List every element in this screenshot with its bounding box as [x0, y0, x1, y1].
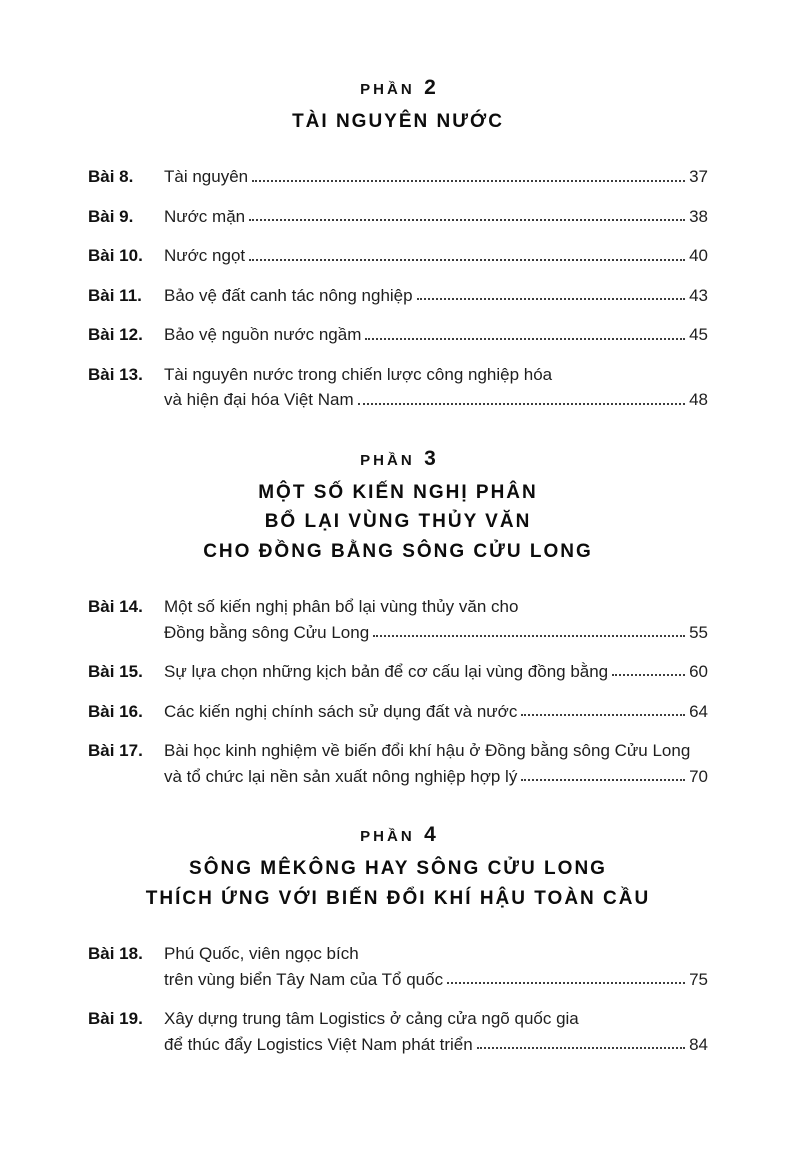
- toc-entry-label: Bài 15.: [88, 662, 143, 682]
- part-number: 3: [424, 446, 436, 470]
- section-title-line: SÔNG MÊKÔNG HAY SÔNG CỬU LONG: [189, 858, 607, 880]
- toc-entry-page: 38: [689, 206, 708, 226]
- toc-entry-title-line: Phú Quốc, viên ngọc bích: [164, 944, 359, 964]
- toc-entry-label: Bài 13.: [88, 364, 143, 384]
- toc-entry-label: Bài 16.: [88, 701, 143, 721]
- toc-entry-title-line: và hiện đại hóa Việt Nam: [164, 390, 354, 410]
- toc-entry-body: [164, 204, 708, 230]
- section-title: [88, 854, 708, 913]
- toc-entry-body: [164, 243, 708, 269]
- section-part-label: [88, 823, 708, 847]
- toc-entry-title-line: và tổ chức lại nền sản xuất nông nghiệp hợp lý: [164, 766, 518, 786]
- toc-entry-title-line: để thúc đẩy Logistics Việt Nam phát triển: [164, 1034, 473, 1054]
- toc-entry: [88, 738, 708, 789]
- toc-entry-page: 55: [689, 622, 708, 642]
- section-title: [88, 478, 708, 566]
- section-title-line: THÍCH ỨNG VỚI BIẾN ĐỔI KHÍ HẬU TOÀN CẦU: [145, 887, 651, 909]
- toc-entry-page: 75: [689, 969, 708, 989]
- toc-entry-title-line: Tài nguyên nước trong chiến lược công nghiệp hóa: [164, 364, 553, 384]
- toc-entry-body: [164, 322, 708, 348]
- dot-leader: [521, 694, 685, 716]
- toc-entry-title-line: Bảo vệ đất canh tác nông nghiệp: [164, 285, 413, 305]
- section-heading: [88, 823, 708, 913]
- dot-leader: [477, 1027, 685, 1049]
- toc-entry: [88, 594, 708, 645]
- toc-entry-body: [164, 941, 708, 992]
- toc-entry: [88, 204, 708, 230]
- toc-entry-page: 70: [689, 766, 708, 786]
- toc-entry: [88, 659, 708, 685]
- toc-entry-page: 37: [689, 167, 708, 187]
- section-heading: [88, 447, 708, 566]
- toc-entry-label: Bài 19.: [88, 1009, 143, 1029]
- toc-entry-label: Bài 12.: [88, 325, 143, 345]
- section-part-label: [88, 76, 708, 100]
- toc-entry: [88, 283, 708, 309]
- toc-entry-title-line: Bài học kinh nghiệm về biến đổi khí hậu ở Đồng bằng sông Cửu Long: [164, 741, 691, 761]
- toc-entry: [88, 362, 708, 413]
- dot-leader: [365, 317, 685, 339]
- section-title-line: TÀI NGUYÊN NƯỚC: [292, 111, 504, 132]
- toc-entry-title-line: Một số kiến nghị phân bổ lại vùng thủy văn cho: [164, 597, 519, 617]
- toc-entry-body: [164, 283, 708, 309]
- dot-leader: [373, 615, 685, 637]
- toc-entry-title-line: Nước ngọt: [164, 246, 246, 266]
- dot-leader: [521, 759, 685, 781]
- toc-entry-title-line: Các kiến nghị chính sách sử dụng đất và nước: [164, 701, 518, 721]
- toc-entry-title-line: trên vùng biển Tây Nam của Tổ quốc: [164, 969, 444, 989]
- dot-leader: [417, 278, 685, 300]
- toc-entry-body: [164, 699, 708, 725]
- toc-entry-body: [164, 594, 708, 645]
- toc-entry: [88, 1006, 708, 1057]
- toc-entry-page: 45: [689, 325, 708, 345]
- part-number: 2: [424, 76, 436, 99]
- section-part-label: [88, 447, 708, 471]
- toc-entry-body: [164, 362, 708, 413]
- dot-leader: [252, 159, 685, 181]
- toc-entry-title-line: Nước mặn: [164, 206, 246, 226]
- dot-leader: [612, 654, 685, 676]
- section-title-line: MỘT SỐ KIẾN NGHỊ PHÂN: [258, 481, 538, 503]
- toc-entry-label: Bài 10.: [88, 246, 143, 266]
- toc-entry-body: [164, 738, 708, 789]
- toc-entry: [88, 699, 708, 725]
- dot-leader: [358, 382, 685, 404]
- toc-section-part-4: [88, 823, 708, 1057]
- toc-entry-title-line: Tài nguyên: [164, 167, 249, 187]
- toc-entry-body: [164, 164, 708, 190]
- toc-entry-title-line: Xây dựng trung tâm Logistics ở cảng cửa ngõ quốc gia: [164, 1009, 579, 1029]
- part-word: PHẦN: [360, 81, 415, 98]
- toc-entry-page: 40: [689, 246, 708, 266]
- toc-entry: [88, 941, 708, 992]
- toc-entry-label: Bài 14.: [88, 597, 143, 617]
- section-heading: [88, 76, 708, 136]
- section-title-line: CHO ĐỒNG BẰNG SÔNG CỬU LONG: [203, 540, 593, 562]
- section-title: [88, 107, 708, 136]
- toc-entry-title-line: Sự lựa chọn những kịch bản để cơ cấu lại vùng đồng bằng: [164, 662, 609, 682]
- toc-entry-label: Bài 9.: [88, 206, 134, 226]
- toc-entry-label: Bài 11.: [88, 285, 142, 305]
- toc-entry-body: [164, 1006, 708, 1057]
- toc-entry: [88, 322, 708, 348]
- toc-entry-body: [164, 659, 708, 685]
- toc-entry-page: 48: [689, 390, 708, 410]
- toc-entry-label: Bài 17.: [88, 741, 143, 761]
- toc-entry-title-line: Đồng bằng sông Cửu Long: [164, 622, 370, 642]
- toc-entry-page: 60: [689, 662, 708, 682]
- toc-section-part-3: [88, 447, 708, 789]
- toc-entry-label: Bài 18.: [88, 944, 143, 964]
- toc-entry-label: Bài 8.: [88, 167, 134, 187]
- dot-leader: [249, 238, 685, 260]
- dot-leader: [447, 962, 685, 984]
- toc-entry-page: 43: [689, 285, 708, 305]
- part-word: PHẦN: [360, 451, 415, 469]
- toc-entry-title-line: Bảo vệ nguồn nước ngầm: [164, 325, 362, 345]
- toc-entry-page: 64: [689, 701, 708, 721]
- part-number: 4: [424, 823, 436, 847]
- dot-leader: [249, 199, 685, 221]
- section-title-line: BỔ LẠI VÙNG THỦY VĂN: [264, 511, 532, 533]
- toc-entry-page: 84: [689, 1034, 708, 1054]
- toc-entry: [88, 164, 708, 190]
- toc-entry: [88, 243, 708, 269]
- toc-section-part-2: [88, 76, 708, 413]
- part-word: PHẦN: [360, 828, 415, 846]
